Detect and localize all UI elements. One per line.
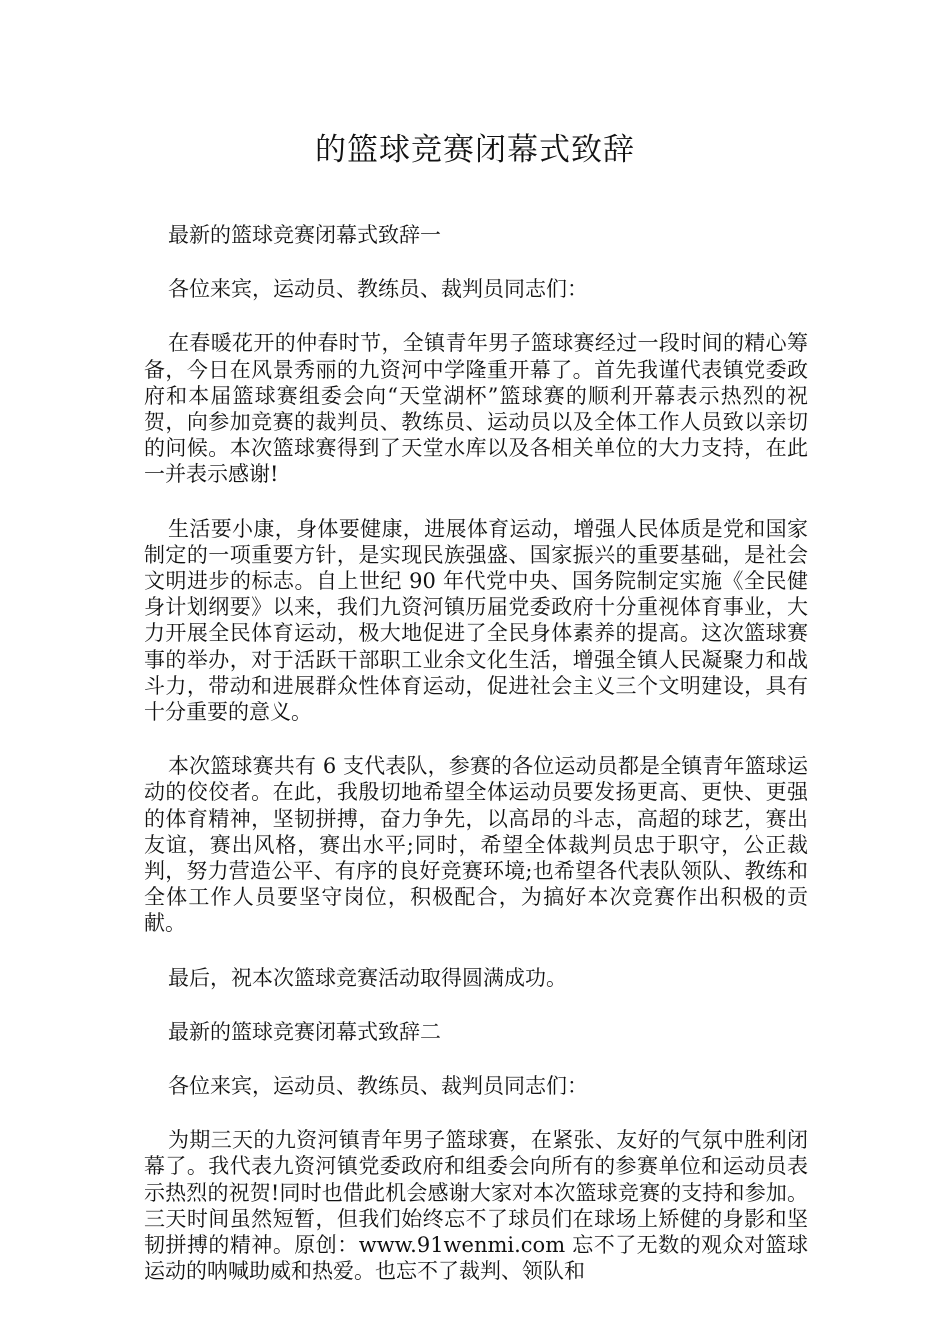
paragraph-1: 在春暖花开的仲春时节，全镇青年男子篮球赛经过一段时间的精心筹备，今日在风景秀丽的九资河中学隆重开幕了。首先我谨代表镇党委政府和本届篮球赛组委会向“天堂湖杯”篮球赛的顺利开幕表示热烈的祝贺，向参加竞赛的裁判员、教练员、运动员以及全体工作人员致以亲切的问候。本次篮球赛得到了天堂水库以及各相关单位的大力支持，在此一并表示感谢! [144, 331, 808, 487]
closing-line-1: 最后，祝本次篮球竞赛活动取得圆满成功。 [168, 965, 567, 990]
salutation-2: 各位来宾，运动员、教练员、裁判员同志们： [168, 1074, 588, 1099]
paragraph-2: 生活要小康，身体要健康，进展体育运动，增强人民体质是党和国家制定的一项重要方针，是实现民族强盛、国家振兴的重要基础，是社会文明进步的标志。自上世纪 90 年代党中央、国务院制定实施《全民健身计划纲要》以来，我们九资河镇历届党委政府十分重视体育事业，大力开展全民体育运动，极大地促进了全民身体素养的提高。这次篮球赛事的举办，对于活跃干部职工业余文化生活，增强全镇人民凝聚力和战斗力，带动和进展群众性体育运动，促进社会主义三个文明建设，具有十分重要的意义。 [144, 516, 808, 725]
document-body [144, 222, 808, 1313]
section-heading-2: 最新的篮球竞赛闭幕式致辞二 [168, 1019, 441, 1044]
paragraph-4: 为期三天的九资河镇青年男子篮球赛，在紧张、友好的气氛中胜利闭幕了。我代表九资河镇党委政府和组委会向所有的参赛单位和运动员表示热烈的祝贺!同时也借此机会感谢大家对本次篮球竞赛的支持和参加。三天时间虽然短暂，但我们始终忘不了球员们在球场上矫健的身影和坚韧拼搏的精神。原创：www.91wenmi.com 忘不了无数的观众对篮球运动的呐喊助威和热爱。也忘不了裁判、领队和 [144, 1128, 808, 1284]
paragraph-3: 本次篮球赛共有 6 支代表队，参赛的各位运动员都是全镇青年篮球运动的佼佼者。在此，我殷切地希望全体运动员要发扬更高、更快、更强的体育精神，坚韧拼搏，奋力争先，以高昂的斗志，高超的球艺，赛出友谊，赛出风格，赛出水平;同时，希望全体裁判员忠于职守，公正裁判，努力营造公平、有序的良好竞赛环境;也希望各代表队领队、教练和全体工作人员要坚守岗位，积极配合，为搞好本次竞赛作出积极的贡献。 [144, 754, 808, 936]
document-title: 的篮球竞赛闭幕式致辞 [315, 132, 635, 168]
salutation-1: 各位来宾，运动员、教练员、裁判员同志们： [168, 277, 588, 302]
section-heading-1: 最新的篮球竞赛闭幕式致辞一 [168, 223, 441, 247]
